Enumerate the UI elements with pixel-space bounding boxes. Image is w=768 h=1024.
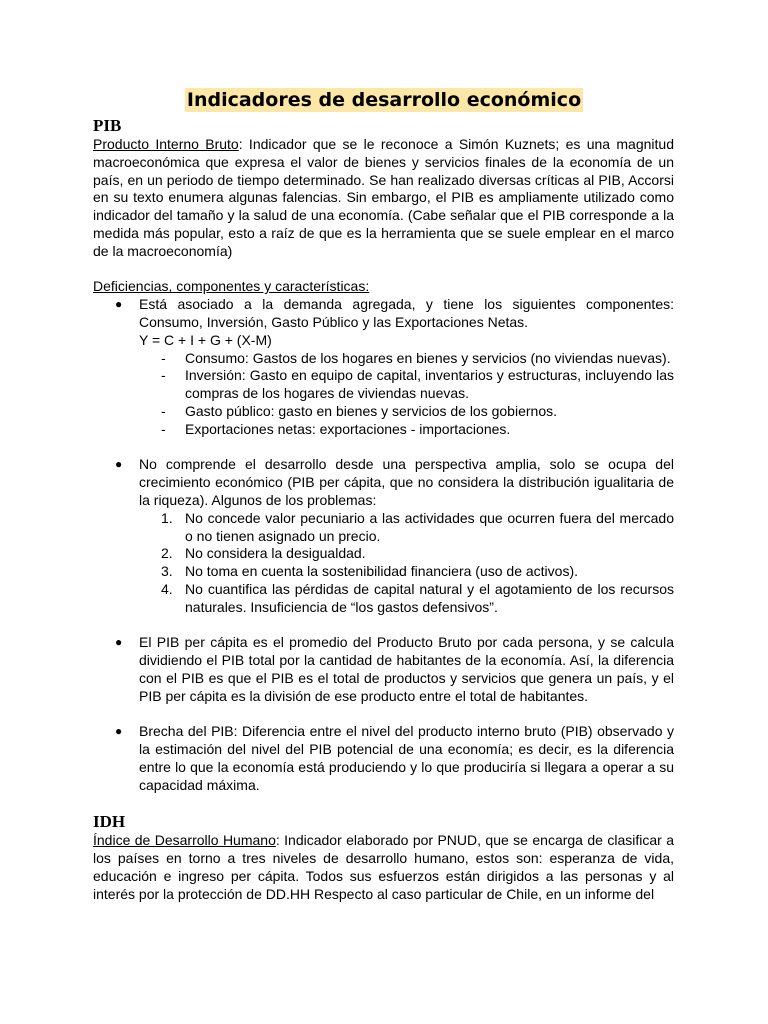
list-item-text: Inversión: Gasto en equipo de capital, inventarios y estructuras, incluyendo las compras de los hogares de viviendas nuevas.	[185, 367, 674, 402]
idh-intro	[93, 832, 674, 903]
idh-term: Índice de Desarrollo Humano	[93, 832, 276, 849]
list-item	[139, 510, 674, 546]
list-item-text: Consumo: Gastos de los hogares en bienes y servicios (no viviendas nuevas).	[185, 349, 671, 366]
bullet-problems-text: No comprende el desarrollo desde una perspectiva amplia, solo se ocupa del crecimiento económico (PIB per cápita, que no considera la distribución igualitaria de la riqueza). Algunos de los problemas:	[139, 456, 674, 508]
pib-heading: PIB	[93, 116, 122, 135]
list-item	[139, 350, 674, 368]
dash-marker: -	[161, 420, 166, 437]
dash-marker: -	[161, 402, 166, 419]
bullet-per-capita	[93, 634, 674, 705]
document-title: Indicadores de desarrollo económico	[186, 89, 582, 111]
list-item	[139, 403, 674, 421]
list-item-text: Exportaciones netas: exportaciones - importaciones.	[185, 420, 511, 437]
pib-subheading: Deficiencias, componentes y características:	[93, 278, 370, 295]
bullet-components	[93, 296, 674, 438]
pib-intro	[93, 136, 674, 261]
idh-intro-text: : Indicador elaborado por PNUD, que se encarga de clasificar a los países en torno a tres niveles de desarrollo humano, estos son: esperanza de vida, educación e ingreso per cápita. Todos sus esfuerzos están dirigidos a las personas y al interés por la protección de DD.HH Respecto al caso particular de Chile, en un informe del	[93, 832, 674, 902]
list-item-text: No considera la desigualdad.	[185, 545, 366, 562]
bullet-gdp-gap	[93, 723, 674, 794]
gdp-formula: Y = C + I + G + (X-M)	[139, 331, 272, 348]
bullet-marker: ●	[115, 297, 123, 312]
pib-term: Producto Interno Bruto	[93, 136, 239, 152]
bullet-marker: ●	[115, 724, 123, 739]
spacer	[93, 439, 674, 457]
bullet-gdp-gap-text: Brecha del PIB: Diferencia entre el nivel del producto interno bruto (PIB) observado y la estimación del nivel del PIB potencial de una economía; es decir, es la diferencia entre lo que la economía está produciendo y lo que produciría si llegara a operar a su capacidad máxima.	[139, 723, 674, 793]
idh-heading: IDH	[93, 812, 126, 832]
list-item	[139, 581, 674, 617]
components-list	[139, 350, 674, 439]
dash-marker: -	[161, 367, 166, 384]
number-marker: 2.	[161, 545, 173, 562]
bullet-marker: ●	[115, 635, 123, 650]
document-body	[93, 116, 674, 903]
spacer	[93, 617, 674, 635]
number-marker: 3.	[161, 563, 173, 580]
spacer	[93, 706, 674, 724]
list-item	[139, 545, 674, 563]
bullet-problems	[93, 456, 674, 616]
list-item-text: Gasto público: gasto en bienes y servicios de los gobiernos.	[185, 402, 557, 419]
bullet-per-capita-text: El PIB per cápita es el promedio del Producto Bruto por cada persona, y se calcula dividiendo el PIB total por la cantidad de habitantes de la economía. Así, la diferencia con el PIB es que el PIB es el total de productos y servicios que genera un país, y el PIB per cápita es la división de ese producto entre el total de habitantes.	[139, 634, 674, 704]
list-item	[139, 563, 674, 581]
list-item	[139, 367, 674, 403]
list-item-text: No cuantifica las pérdidas de capital natural y el agotamiento de los recursos naturales. Insuficiencia de “los gastos defensivos”.	[185, 580, 674, 615]
pib-bullet-list	[93, 296, 674, 794]
bullet-marker: ●	[115, 457, 123, 472]
pib-intro-text: : Indicador que se le reconoce a Simón Kuznets; es una magnitud macroeconómica que expresa el valor de bienes y servicios finales de la economía de un país, en un periodo de tiempo determinado. Se han realizado diversas críticas al PIB, Accorsi en su texto enumera algunas falencias. Sin embargo, el PIB es ampliamente utilizado como indicador del tamaño y la salud de una economía. (Cabe señalar que el PIB corresponde a la medida más popular, esto a raíz de que es la herramienta que se suele emplear en el marco de la macroeconomía)	[93, 136, 674, 259]
title-wrap	[0, 88, 768, 112]
number-marker: 1.	[161, 509, 173, 526]
dash-marker: -	[161, 349, 166, 366]
list-item	[139, 421, 674, 439]
bullet-components-text: Está asociado a la demanda agregada, y tiene los siguientes componentes: Consumo, Inversión, Gasto Público y las Exportaciones Netas.	[139, 296, 674, 330]
list-item-text: No concede valor pecuniario a las actividades que ocurren fuera del mercado o no tienen asignado un precio.	[185, 509, 674, 544]
number-marker: 4.	[161, 580, 173, 597]
problems-list	[139, 510, 674, 617]
list-item-text: No toma en cuenta la sostenibilidad financiera (uso de activos).	[185, 563, 578, 580]
